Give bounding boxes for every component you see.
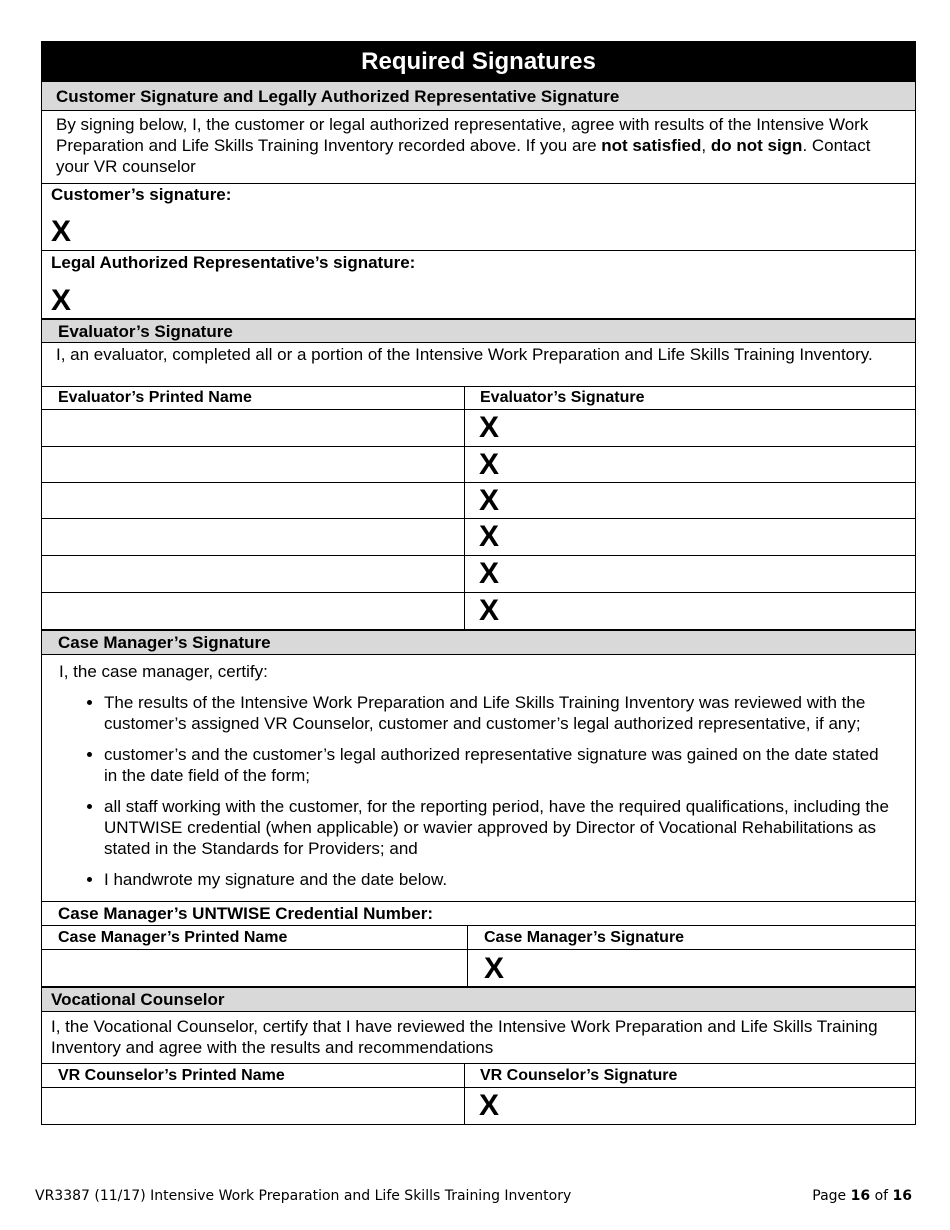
vr-x-mark: X xyxy=(479,1089,500,1122)
customer-signature-x-mark: X xyxy=(51,215,72,248)
list-item: • I handwrote my signature and the date below. xyxy=(104,869,893,890)
evaluator-col-signature: Evaluator’s Signature xyxy=(480,389,645,406)
case-manager-section-heading: Case Manager’s Signature xyxy=(41,631,916,655)
table-row xyxy=(41,447,916,483)
evaluator-section-heading: Evaluator’s Signature xyxy=(41,320,916,343)
lar-signature-field[interactable] xyxy=(41,251,916,320)
evaluator-x-mark: X xyxy=(479,411,500,444)
page-total: 16 xyxy=(892,1188,912,1204)
case-manager-col-signature: Case Manager’s Signature xyxy=(484,929,685,946)
lar-signature-label: Legal Authorized Representative’s signature: xyxy=(51,253,416,272)
case-manager-table-header xyxy=(41,926,916,950)
form-title: Required Signatures xyxy=(41,41,916,82)
table-row xyxy=(41,519,916,556)
table-row xyxy=(41,410,916,447)
agreement-do-not-sign: do not sign xyxy=(710,136,803,155)
evaluator-name-cell[interactable] xyxy=(42,447,465,482)
page-of-word: of xyxy=(874,1188,889,1204)
agreement-prefix: By signing below, I, the customer or legal authorized representative, agree with results of the Intensive Work Preparation and Life Skills Training Inventory recorded above. If you are xyxy=(56,115,869,155)
vr-name-cell[interactable] xyxy=(42,1088,465,1124)
footer-form-id: VR3387 (11/17) Intensive Work Preparation and Life Skills Training Inventory xyxy=(35,1188,572,1204)
agreement-suffix: . Contact your VR counselor xyxy=(56,136,871,176)
lar-signature-x-mark: X xyxy=(51,284,72,317)
table-row xyxy=(41,483,916,519)
evaluator-table-header xyxy=(41,387,916,410)
vr-table-header xyxy=(41,1064,916,1088)
certification-list xyxy=(42,692,893,890)
customer-section-heading: Customer Signature and Legally Authorized Representative Signature xyxy=(41,82,916,111)
evaluator-name-cell[interactable] xyxy=(42,483,465,518)
customer-signature-field[interactable] xyxy=(41,184,916,251)
list-item: • all staff working with the customer, for the reporting period, have the required qualifications, including the UNTWISE credential (when applicable) or wavier approved by Director of Vocational Rehabilitations as stated in the Standards for Providers; and xyxy=(104,796,893,859)
evaluator-x-mark: X xyxy=(479,448,500,481)
evaluator-x-mark: X xyxy=(479,594,500,627)
evaluator-signature-cell[interactable] xyxy=(465,447,915,482)
agreement-comma: , xyxy=(701,136,711,155)
untwise-credential-field[interactable]: Case Manager’s UNTWISE Credential Number: xyxy=(41,902,916,926)
evaluator-name-cell[interactable] xyxy=(42,410,465,446)
customer-agreement-text xyxy=(41,111,916,184)
case-manager-col-name: Case Manager’s Printed Name xyxy=(42,926,468,949)
case-manager-name-cell[interactable] xyxy=(42,950,468,986)
page-word: Page xyxy=(812,1188,847,1204)
case-manager-x-mark: X xyxy=(484,952,505,985)
evaluator-signature-cell[interactable] xyxy=(465,593,915,629)
evaluator-signature-cell[interactable] xyxy=(465,519,915,555)
vr-col-signature: VR Counselor’s Signature xyxy=(480,1067,678,1084)
table-row xyxy=(41,593,916,631)
vr-signature-cell[interactable] xyxy=(465,1088,915,1124)
evaluator-signature-cell[interactable] xyxy=(465,483,915,518)
evaluator-signature-cell[interactable] xyxy=(465,410,915,446)
evaluator-statement: I, an evaluator, completed all or a portion of the Intensive Work Preparation and Life Skills Training Inventory. xyxy=(41,343,916,387)
table-row xyxy=(41,1088,916,1125)
evaluator-x-mark: X xyxy=(479,484,500,517)
vr-statement: I, the Vocational Counselor, certify that I have reviewed the Intensive Work Preparation and Life Skills Training Inventory and agree with the results and recommendations xyxy=(41,1012,916,1064)
evaluator-col-name: Evaluator’s Printed Name xyxy=(42,387,465,409)
customer-signature-label: Customer’s signature: xyxy=(51,185,232,204)
agreement-not-satisfied: not satisfied xyxy=(601,136,702,155)
case-manager-lead: I, the case manager, certify: xyxy=(59,662,268,681)
list-item: • customer’s and the customer’s legal authorized representative signature was gained on the date stated in the date field of the form; xyxy=(104,744,893,786)
case-manager-signature-cell[interactable] xyxy=(468,950,915,986)
evaluator-x-mark: X xyxy=(479,520,500,553)
case-manager-certification xyxy=(41,655,916,902)
evaluator-signature-cell[interactable] xyxy=(465,556,915,592)
vr-col-name: VR Counselor’s Printed Name xyxy=(42,1064,465,1087)
evaluator-name-cell[interactable] xyxy=(42,519,465,555)
evaluator-x-mark: X xyxy=(479,557,500,590)
evaluator-name-cell[interactable] xyxy=(42,593,465,629)
list-item: • The results of the Intensive Work Preparation and Life Skills Training Inventory was reviewed with the customer’s assigned VR Counselor, customer and customer’s legal authorized representative, if any; xyxy=(104,692,893,734)
table-row xyxy=(41,556,916,593)
page-current: 16 xyxy=(850,1188,871,1204)
vr-section-heading: Vocational Counselor xyxy=(41,988,916,1012)
required-signatures-form xyxy=(41,41,916,1125)
evaluator-name-cell[interactable] xyxy=(42,556,465,592)
footer-page-number xyxy=(812,1188,912,1204)
evaluator-rows xyxy=(41,410,916,631)
table-row xyxy=(41,950,916,988)
